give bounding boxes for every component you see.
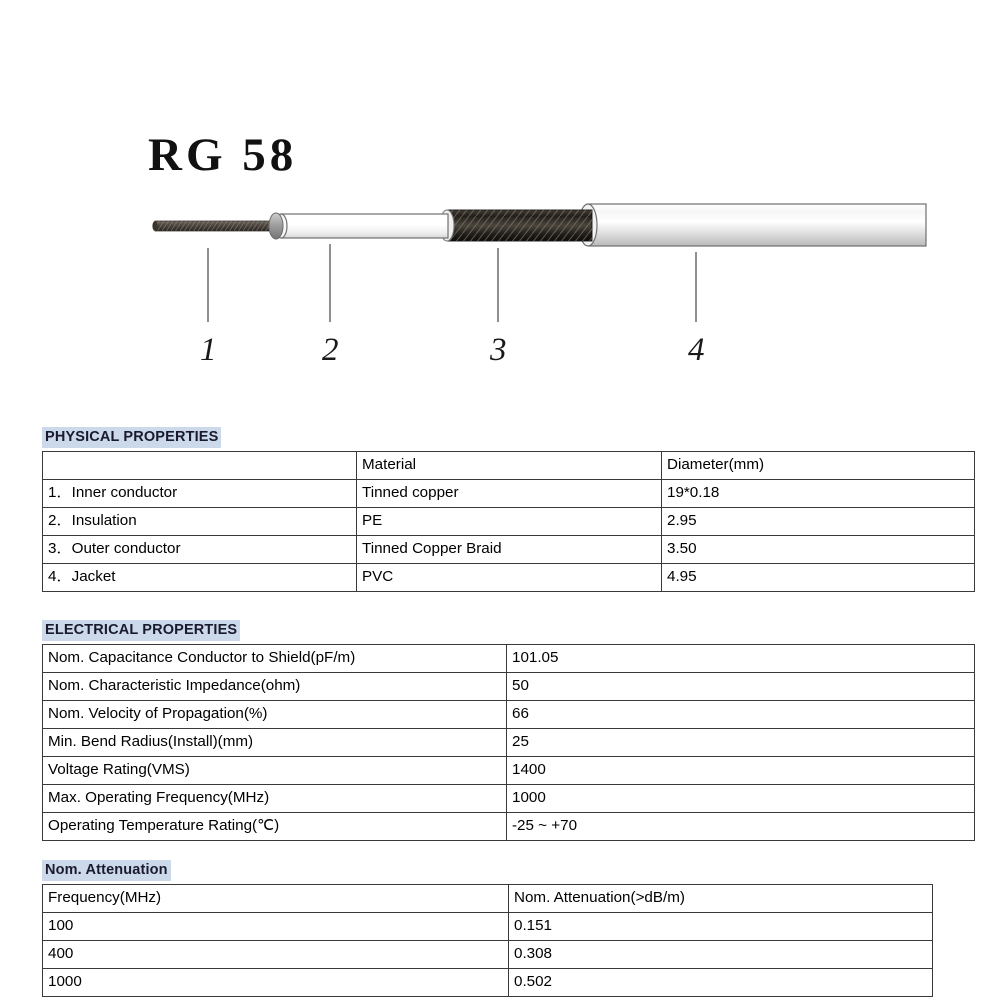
cell-diameter: 2.95 <box>662 508 975 536</box>
cell-material: Tinned copper <box>357 480 662 508</box>
callout-number-2: 2 <box>322 332 339 368</box>
cell-value: 66 <box>507 701 975 729</box>
table-row <box>43 757 975 785</box>
column-header-attenuation: Nom. Attenuation(>dB/m) <box>509 885 933 913</box>
table-row <box>43 508 975 536</box>
table-row <box>43 729 975 757</box>
cell-item: 1．Inner conductor <box>43 480 357 508</box>
attenuation-table <box>42 884 933 997</box>
cell-material: PVC <box>357 564 662 592</box>
cell-property: Nom. Velocity of Propagation(%) <box>43 701 507 729</box>
cell-property: Nom. Characteristic Impedance(ohm) <box>43 673 507 701</box>
table-row <box>43 564 975 592</box>
table-row <box>43 913 933 941</box>
cell-item: 3．Outer conductor <box>43 536 357 564</box>
cell-diameter: 19*0.18 <box>662 480 975 508</box>
column-header-diameter: Diameter(mm) <box>662 452 975 480</box>
attenuation-section <box>42 860 933 997</box>
attenuation-heading: Nom. Attenuation <box>42 860 171 881</box>
callout-number-3: 3 <box>490 332 507 368</box>
table-header-row <box>43 885 933 913</box>
cell-attenuation: 0.308 <box>509 941 933 969</box>
table-row <box>43 480 975 508</box>
cell-property: Min. Bend Radius(Install)(mm) <box>43 729 507 757</box>
electrical-properties-section <box>42 620 975 841</box>
table-row <box>43 673 975 701</box>
cell-frequency: 1000 <box>43 969 509 997</box>
table-row <box>43 969 933 997</box>
cell-frequency: 100 <box>43 913 509 941</box>
cell-property: Voltage Rating(VMS) <box>43 757 507 785</box>
cell-value: 25 <box>507 729 975 757</box>
table-row <box>43 645 975 673</box>
physical-properties-heading: PHYSICAL PROPERTIES <box>42 427 221 448</box>
table-row <box>43 536 975 564</box>
cell-material: PE <box>357 508 662 536</box>
cell-value: 101.05 <box>507 645 975 673</box>
cell-value: 1400 <box>507 757 975 785</box>
cell-diameter: 4.95 <box>662 564 975 592</box>
electrical-properties-heading: ELECTRICAL PROPERTIES <box>42 620 240 641</box>
column-header-item <box>43 452 357 480</box>
cable-diagram <box>0 0 1000 400</box>
cell-property: Nom. Capacitance Conductor to Shield(pF/m) <box>43 645 507 673</box>
callout-number-1: 1 <box>200 332 217 368</box>
electrical-properties-table <box>42 644 975 841</box>
cell-value: -25 ~ +70 <box>507 813 975 841</box>
cell-attenuation: 0.151 <box>509 913 933 941</box>
cell-item: 4．Jacket <box>43 564 357 592</box>
cell-material: Tinned Copper Braid <box>357 536 662 564</box>
callout-number-4: 4 <box>688 332 705 368</box>
cell-item: 2．Insulation <box>43 508 357 536</box>
table-row <box>43 813 975 841</box>
cell-value: 50 <box>507 673 975 701</box>
cell-frequency: 400 <box>43 941 509 969</box>
column-header-frequency: Frequency(MHz) <box>43 885 509 913</box>
cable-model-title: RG 58 <box>148 129 298 181</box>
cell-value: 1000 <box>507 785 975 813</box>
table-row <box>43 785 975 813</box>
physical-properties-section <box>42 427 975 592</box>
cell-property: Max. Operating Frequency(MHz) <box>43 785 507 813</box>
table-row <box>43 941 933 969</box>
cell-property: Operating Temperature Rating(℃) <box>43 813 507 841</box>
cell-diameter: 3.50 <box>662 536 975 564</box>
column-header-material: Material <box>357 452 662 480</box>
physical-properties-table <box>42 451 975 592</box>
cell-attenuation: 0.502 <box>509 969 933 997</box>
table-header-row <box>43 452 975 480</box>
table-row <box>43 701 975 729</box>
